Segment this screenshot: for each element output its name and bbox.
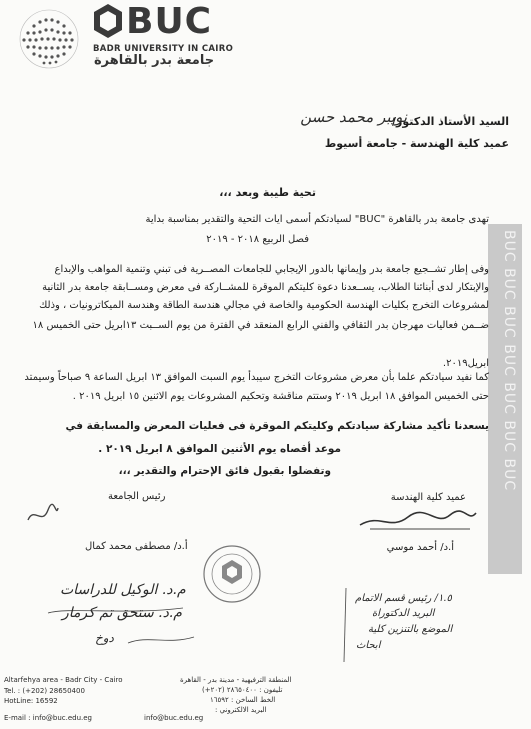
intro-line: تهدى جامعة بدر بالقاهرة "BUC" لسيادتكم أسمى ايات التحية والتقدير بمناسبة بداية — [145, 214, 489, 225]
greeting: تحية طيبة وبعد ،،، — [219, 186, 316, 199]
side-watermark-strip — [488, 224, 522, 574]
footer-tel-en: Tel. : (+202) 28650400 — [4, 687, 85, 695]
buc-logo-mark-icon — [92, 2, 124, 40]
footer-email: info@buc.edu.eg — [144, 714, 204, 722]
president-signature-name: أ.د/ مصطفى محمد كمال — [85, 541, 188, 552]
dean-signature-name: أ.د/ أحمد موسي — [386, 542, 454, 553]
logo-wordmark: BUC — [126, 1, 213, 42]
paragraph-3-line: يسعدنا تأكيد مشاركة سيادتكم وكليتكم الموقرة فى فعليات المعرض والمسابقة في — [65, 420, 489, 432]
handwritten-note-right: الموضع بالتنزين كلية — [368, 624, 453, 635]
paragraph-2-line: كما نفيد سيادتكم علما بأن معرض مشروعات التخرج سيبدأ يوم السبت الموافق ١٣ ابريل الساعة ٩ صباحاً وسيمتد — [24, 372, 489, 383]
addressee-name-handwritten: نويبر محمد حسن — [300, 108, 407, 126]
dean-signature-scribble — [350, 503, 480, 537]
handwritten-note-left: م.د. الوكيل للدراسات — [60, 582, 186, 598]
footer-address-ar: المنطقة الترفيهية - مدينة بدر - القاهرة — [180, 676, 292, 684]
handwritten-note-right: البريد الدكتوراة — [372, 608, 435, 619]
president-signature-scribble — [22, 500, 62, 530]
addressee-position: عميد كلية الهندسة - جامعة أسيوط — [324, 137, 509, 150]
footer-email-en: E-mail : info@buc.edu.eg — [4, 714, 92, 722]
footer-hotline-ar: الخط الساخن : ١٦٥٩٢ — [210, 696, 276, 704]
paragraph-1-line: وفى إطار تشــجيع جامعة بدر وإيمانها بالدور الإيجابي للجامعات المصــرية فى تبني وتنمية المواهب والإبداع — [54, 264, 489, 275]
footer-address-en: Altarfehya area - Badr City - Cairo — [4, 676, 123, 684]
paragraph-1-line: ضــمن فعاليات مهرجان بدر الثقافي والفني الرابع المنعقد في الفترة من يوم الســبت ١٣ابريل حتى الخميس ١٨ — [32, 320, 489, 331]
semester-line: فصل الربيع ٢٠١٨ - ٢٠١٩ — [206, 234, 309, 245]
university-stamp-icon — [190, 544, 274, 604]
university-name-en: BADR UNIVERSITY IN CAIRO — [93, 44, 234, 54]
handwritten-note-left: دوخ — [95, 631, 114, 645]
paragraph-1-line: والإبتكار لدى أبنائنا الطلاب، يســعدنا دعوة كليتكم الموقرة للمشــاركة فى معرض ومســابقة جامعة بدر الثانية — [42, 282, 489, 293]
president-signature-title: رئيس الجامعة — [108, 491, 166, 502]
paragraph-1-line: ابريل٢٠١٩. — [442, 358, 489, 369]
university-name-ar: جامعة بدر بالقاهرة — [94, 53, 215, 68]
dean-signature-title: عميد كلية الهندسة — [390, 492, 466, 503]
paragraph-3-line: موعد أقصاه يوم الأثنين الموافق ٨ ابريل ٢٠١٩ . — [98, 443, 341, 455]
paragraph-1-line: لمشروعات التخرج بكليات الهندسة الحكومية والخاصة في مجالي هندسة الطاقة وهندسة الميكاترونيات ، وذلك — [39, 300, 489, 311]
addressee-title: السيد الأستاذ الدكتور/ — [391, 115, 509, 128]
closing-line: وتفضلوا بقبول فائق الإحترام والتقدير ،،، — [118, 465, 331, 477]
side-strip-text: BUC BUC BUC BUC BUC BUC BUC — [501, 230, 517, 492]
paragraph-2-line: حتى الخميس الموافق ١٨ ابريل ٢٠١٩ وستتم مناقشة وتحكيم المشروعات يوم الاثنين ١٥ ابريل ٢٠١٩ . — [72, 391, 489, 402]
footer-hotline-en: HotLine: 16592 — [4, 697, 58, 705]
handwritten-note-right: ابحاث — [356, 640, 381, 651]
footer-tel-ar: تليفون : ٢٨٦٥٠٤٠٠ (٢٠٢+) — [202, 686, 283, 694]
globe-dots-graphic — [14, 8, 84, 70]
handwritten-note-left: م.د. ستحق تم كرمار — [62, 605, 182, 621]
handwritten-note-right: ١.٥/ رئيس قسم الاتمام — [355, 593, 452, 604]
footer-email-label-ar: البريد الالكتروني : — [215, 706, 267, 714]
